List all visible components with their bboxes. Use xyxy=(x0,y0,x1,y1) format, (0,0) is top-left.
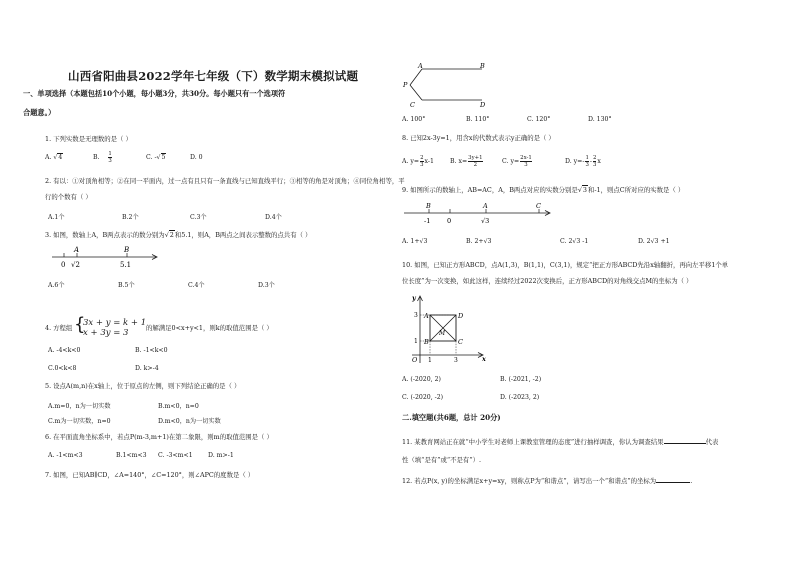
q3-tick-a: √2 xyxy=(71,261,80,269)
q8-option-a: A. y= $\frac{2}{3}$ x-1 xyxy=(402,155,434,168)
section-2-heading: 二.填空题(共6题，总计 20分) xyxy=(402,413,501,422)
question-3-stem: 3. 如图，数轴上A，B两点表示的数分别为√2和5.1，则A，B两点之间表示整数的点共有（ ） xyxy=(45,231,312,239)
q9-option-b: B. 2+√3 xyxy=(466,238,492,245)
q7-parallel-lines-figure xyxy=(400,60,500,108)
q10-label-m: M xyxy=(439,330,446,337)
q7-option-b: B. 110° xyxy=(466,116,490,123)
q9-label-b: B xyxy=(426,202,431,210)
q7-label-b: B xyxy=(480,62,485,70)
q4-option-c: C.0<k<8 xyxy=(48,365,77,372)
q10-label-x: x xyxy=(482,355,486,363)
q10-tick-y-1: 1 xyxy=(414,338,418,345)
question-2-stem-cont: 行的个数有（ ） xyxy=(45,193,92,201)
question-11-stem: 11. 某教育网站正在就“中小学生对老师上课教室管理的态度”进行抽样调查，你认为调查结果 代表 xyxy=(402,438,719,446)
q9-option-d: D. 2√3 +1 xyxy=(638,238,670,245)
q10-option-b: B. (-2021, -2) xyxy=(500,376,542,383)
question-6-stem: 6. 在平面直角坐标系中，若点P(m-3,m+1)在第二象限，则m的取值范围是（ ） xyxy=(45,433,273,441)
q9-option-c: C. 2√3 -1 xyxy=(560,238,589,245)
q5-option-b: B.m<0，n=0 xyxy=(158,403,199,410)
section-1-heading-cont: 合题意。） xyxy=(23,108,56,117)
q5-option-c: C.m为一切实数，n=0 xyxy=(48,418,111,425)
q1-c-radicand: 5 xyxy=(161,154,166,161)
q7-option-d: D. 130° xyxy=(588,116,612,123)
q1-option-c: C. -√5 xyxy=(146,154,166,161)
q6-option-d: D. m>-1 xyxy=(208,452,234,459)
question-7-stem: 7. 如图，已知AB∥CD，∠A=140°，∠C=120°，则∠APC的度数是（ ） xyxy=(45,471,255,479)
q6-option-c: C. -3<m<1 xyxy=(158,452,193,459)
q7-option-a: A. 100° xyxy=(402,116,426,123)
q10-coordinate-figure xyxy=(400,291,490,367)
q4-system-brace: { xyxy=(74,314,86,335)
q3-option-b: B.5个 xyxy=(118,282,135,289)
q9-label-a: A xyxy=(483,202,488,210)
q10-label-a: A xyxy=(424,312,429,320)
q3-number-line-figure xyxy=(52,243,162,273)
question-8-stem: 8. 已知2x-3y=1，用含x的代数式表示y正确的是（ ） xyxy=(402,134,555,142)
q9-label-c: C xyxy=(536,202,541,210)
q1-option-d: D. 0 xyxy=(190,154,203,161)
q6-option-b: B.1<m<3 xyxy=(116,452,147,459)
q4-equation-system xyxy=(83,318,146,338)
q3-tick-b: 5.1 xyxy=(120,261,132,269)
q4-equation-2: x + 3y = 3 xyxy=(83,328,129,338)
q1-option-b: B. $\frac{1}{3}$ xyxy=(93,151,112,164)
q9-tick-0: 0 xyxy=(447,217,452,225)
q10-option-c: C. (-2020, -2) xyxy=(402,394,444,401)
q10-label-b: B xyxy=(424,338,429,346)
q10-label-y: y xyxy=(412,294,416,302)
section-1-heading: 一、单项选择（本题包括10个小题，每小题3分，共30分。每小题只有一个选项符 xyxy=(23,89,286,98)
q1-a-radicand: 4 xyxy=(58,154,63,161)
q7-label-d: D xyxy=(480,101,486,108)
question-5-stem: 5. 设点A(m,n)在x轴上，位于原点的左侧，则下列结论正确的是（ ） xyxy=(45,382,241,390)
q5-option-a: A.m=0，n为一切实数 xyxy=(48,403,111,410)
q10-tick-x-3: 3 xyxy=(454,357,458,364)
q9-number-line-figure xyxy=(404,200,554,228)
q8-option-c: C. y= $\frac{2x-1}{3}$ xyxy=(502,155,532,168)
q2-option-c: C.3个 xyxy=(190,214,207,221)
q10-label-c: C xyxy=(458,338,463,346)
q4-option-d: D. k>-4 xyxy=(135,365,159,372)
q10-label-o: O xyxy=(412,356,418,364)
q3-label-a: A xyxy=(74,246,80,254)
q4-option-b: B. -1<k<0 xyxy=(135,347,168,354)
q3-tick-0: 0 xyxy=(61,261,66,269)
q7-label-a: A xyxy=(418,62,423,70)
q4-option-a: A. -4<k<0 xyxy=(48,347,81,354)
q9-tick-a: √3 xyxy=(481,217,490,225)
question-4-stem-cont: 的解满足0<x+y<1，则k的取值范围是（ ） xyxy=(146,324,273,332)
q10-label-d: D xyxy=(458,312,464,320)
q7-segment-pc xyxy=(410,85,422,100)
q2-option-a: A.1个 xyxy=(48,214,65,221)
q10-option-a: A. (-2020, 2) xyxy=(402,376,441,383)
q9-option-a: A. 1+√3 xyxy=(402,238,428,245)
q10-tick-x-1: 1 xyxy=(428,357,432,364)
question-10-stem-cont: 位长度”为一次变换，如此这样，连续经过2022次变换后，正方形ABCD的对角线交点M的坐标为（ ） xyxy=(402,277,693,285)
question-11-stem-cont: 性（填“是有”或“不是有”）. xyxy=(402,456,482,464)
question-2-stem: 2. 有以：①对顶角相等；②在同一平面内，过一点有且只有一条直线与已知直线平行；③相等的角是对顶角；④同位角相等，平 xyxy=(45,177,405,185)
q3-option-d: D.3个 xyxy=(258,282,275,289)
q10-option-d: D. (-2023, 2) xyxy=(500,394,540,401)
q3-option-a: A.6个 xyxy=(48,282,65,289)
question-10-stem: 10. 如图，已知正方形ABCD，点A(1,3)，B(1,1)，C(3,1)，规定“把正方形ABCD先沿x轴翻折，再向左平移1个单 xyxy=(402,261,729,269)
q11-answer-blank[interactable] xyxy=(664,437,706,444)
q4-equation-1: 3x + y = k + 1 xyxy=(83,318,147,328)
q5-option-d: D.m<0，n为一切实数 xyxy=(158,418,221,425)
q6-option-a: A. -1<m<3 xyxy=(48,452,83,459)
q2-option-b: B.2个 xyxy=(122,214,139,221)
q2-option-d: D.4个 xyxy=(265,214,282,221)
q7-label-c: C xyxy=(410,101,415,108)
q8-option-b: B. x= $\frac{3y+1}{2}$ xyxy=(450,155,483,168)
page-title: 山西省阳曲县2022学年七年级（下）数学期末模拟试题 xyxy=(68,69,359,83)
q8-option-d: D. y=- $\frac{1}{3}$ - $\frac{2}{3}$ x xyxy=(565,155,601,168)
q9-tick-minus-1: -1 xyxy=(424,217,431,225)
q7-option-c: C. 120° xyxy=(527,116,551,123)
question-9-stem: 9. 如图所示的数轴上，AB=AC，A，B两点对应的实数分别是√3和-1，则点C所对应的实数是（ ） xyxy=(402,186,685,194)
q1-option-a: A. √4 xyxy=(45,154,63,161)
question-1-stem: 1. 下列实数是无理数的是（ ） xyxy=(45,135,132,143)
q7-label-p: P xyxy=(403,81,408,89)
question-12-stem: 12. 若点P(x, y)的坐标满足x+y=xy，则称点P为“和谐点”，请写出一个“和谐点”的坐标为 . xyxy=(402,477,693,485)
question-4-stem: 4. 方程组 xyxy=(45,324,73,332)
q3-label-b: B xyxy=(124,246,130,254)
q7-segment-ap xyxy=(410,69,422,85)
q3-option-c: C.4个 xyxy=(188,282,205,289)
q10-tick-y-3: 3 xyxy=(414,312,418,319)
q12-answer-blank[interactable] xyxy=(656,476,690,483)
